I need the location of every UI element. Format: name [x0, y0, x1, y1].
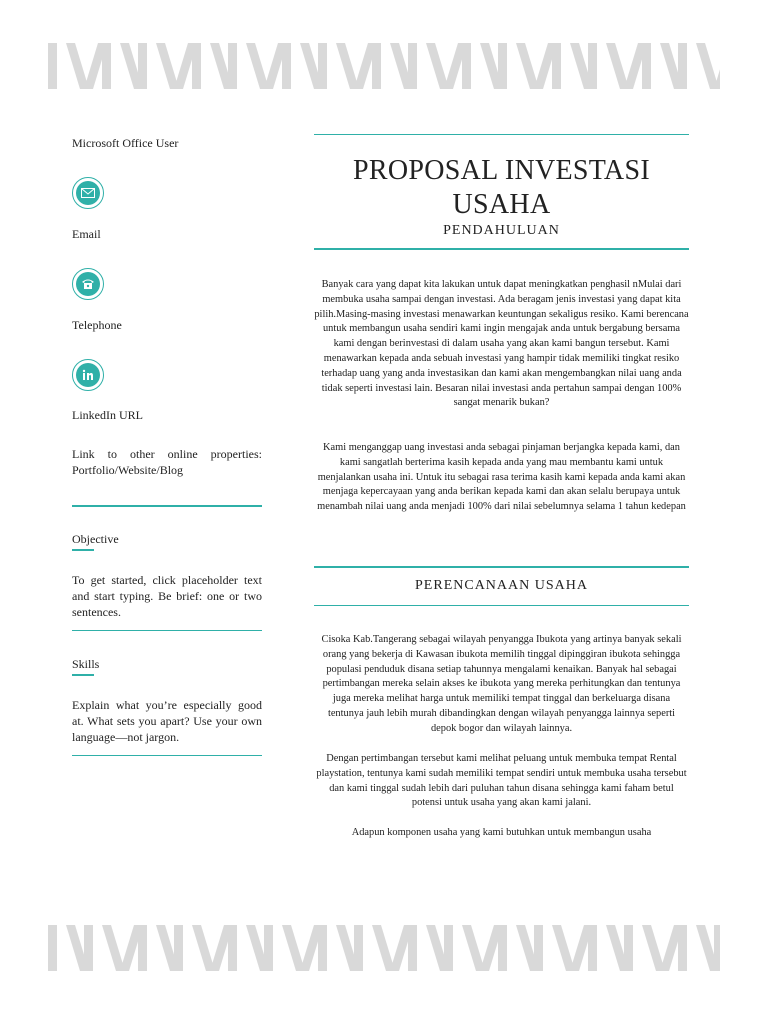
decorative-stripe-band-top: [48, 43, 720, 89]
telephone-label[interactable]: Telephone: [72, 318, 122, 332]
linkedin-label[interactable]: LinkedIn URL: [72, 408, 143, 422]
objective-text: To get started, click placeholder text and start typing. Be brief: one or two sentences.: [72, 573, 262, 619]
objective-underline: [72, 549, 94, 551]
objective-heading: Objective: [72, 532, 119, 546]
email-label[interactable]: Email: [72, 227, 101, 241]
document-title: PROPOSAL INVESTASI USAHA: [353, 155, 650, 220]
intro-heading-rule: [314, 248, 689, 250]
title-top-rule: [314, 134, 689, 135]
plan-heading: PERENCANAAN USAHA: [415, 578, 588, 593]
plan-paragraph: Dengan pertimbangan tersebut kami melihat peluang untuk membuka tempat Rental playstation, tentunya kami sudah memiliki tempat sendiri untuk membuka usaha tersebut dan kami tinggal sudah lebih dari puluhan tahun disana sehingga kami faham betul potensi untuk usaha yang akan kami jalani.: [316, 753, 687, 809]
divider: [72, 630, 262, 631]
intro-heading: PENDAHULUAN: [443, 223, 560, 238]
divider: [72, 505, 262, 507]
decorative-stripe-band-bottom: [48, 925, 720, 971]
online-properties-text: Link to other online properties: Portfolio/Website/Blog: [72, 447, 262, 477]
author-name: Microsoft Office User: [72, 136, 179, 150]
linkedin-icon[interactable]: [72, 359, 104, 391]
intro-paragraph: Banyak cara yang dapat kita lakukan untuk dapat meningkatkan penghasil nMulai dari membuka usaha sampai dengan investasi. Ada beragam jenis investasi yang dapat kita pilih.Masing-masing investasi menawarkan keuntungan sekaligus resiko. Kami berencana untuk membangun usaha sendiri kami ingin mengajak anda untuk bergabung bersama kami dengan berinvestasi di dalam usaha yang akan kami bangun tersebut. Kami menawarkan kepada anda sebuah investasi yang hampir tidak memiliki tingkat resiko terhadap uang yang anda investasikan dan kami akan mengembangkan nilai uang anda tidak seperti investasi lain. Besaran nilai investasi anda pertahun sampai dengan 100% sangat menarik bukan?: [314, 279, 689, 409]
plan-paragraph: Adapun komponen usaha yang kami butuhkan untuk membangun usaha: [351, 827, 652, 838]
divider: [72, 755, 262, 756]
plan-heading-rule-bottom: [314, 605, 689, 606]
plan-heading-rule-top: [314, 566, 689, 568]
plan-paragraph: Cisoka Kab.Tangerang sebagai wilayah penyangga Ibukota yang artinya banyak sekali orang yang bekerja di Kawasan ibukota memilih tinggal dipinggiran ibukota sehingga populasi penduduk disana setiap tahunnya mengalami kenaikan. Banyak hal sebagai pertimbangan mereka selain akses ke ibukota yang mereka perhitungkan dan tentunya juga mereka melihat harga untuk memiliki tempat tinggal dan berkeluarga disana tentunya jauh lebih murah dibandingkan dengan wilayah penyangga lainnya seperti depok bogor dan wilayah lainnya.: [321, 634, 682, 734]
skills-text: Explain what you’re especially good at. What sets you apart? Use your own language—not jargon.: [72, 698, 262, 744]
skills-heading: Skills: [72, 657, 100, 671]
email-icon[interactable]: [72, 177, 104, 209]
intro-paragraph: Kami menganggap uang investasi anda sebagai pinjaman berjangka kepada kami, dan kami sangatlah berterima kasih kepada anda yang mau membantu kami untuk menjalankan usaha ini. Untuk itu sebagai rasa terima kasih kami kepada anda kami akan menjaga kepercayaan yang anda berikan kepada kami dan akan selalu berupaya untuk menambah nilai uang anda menjadi 100% dari nilai sebelumnya selama 1 tahun kedepan: [317, 442, 686, 513]
skills-underline: [72, 674, 94, 676]
telephone-icon[interactable]: [72, 268, 104, 300]
